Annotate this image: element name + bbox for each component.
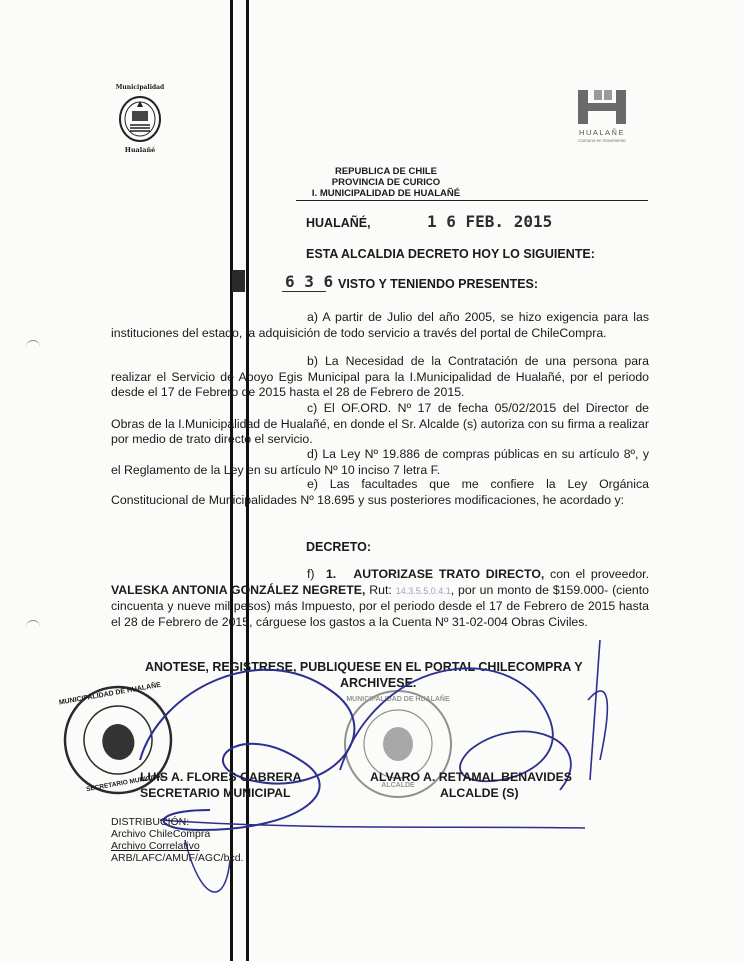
closing-line-2: ARCHIVESE. [340, 676, 417, 690]
seal-left-top-text: MUNICIPALIDAD DE HUALAÑE [58, 681, 162, 707]
secretary-title: SECRETARIO MUNICIPAL [140, 786, 291, 800]
seal-right-top-text: MUNICIPALIDAD DE HUALAÑE [346, 696, 450, 703]
place-label: HUALAÑÉ, [306, 216, 371, 230]
brand-tagline: Comuna en movimiento [578, 138, 626, 143]
closing-line-1: ANOTESE, REGISTRESE, PUBLIQUESE EN EL PORTAL CHILECOMPRA Y [145, 660, 583, 674]
crest-bottom-text: Hualañé [124, 146, 156, 154]
distribution-title: DISTRIBUCIÓN: [111, 816, 190, 828]
header-republic: REPUBLICA DE CHILE [334, 166, 438, 177]
municipal-crest-logo [115, 84, 165, 162]
paragraph-a: a) A partir de Julio del año 2005, se hizo exigencia para las instituciones del estado, la adquisición de todo servicio a través del portal de ChileCompra. [111, 310, 649, 340]
crest-icon [118, 93, 162, 145]
secretary-name: LUIS A. FLORES CABRERA [140, 770, 302, 784]
rut-value: 14.3.5.5.0.4.1 [395, 585, 451, 596]
hualane-brand-logo [572, 88, 632, 148]
h-monogram-icon [572, 88, 632, 126]
header-municipality: I. MUNICIPALIDAD DE HUALAÑÉ [311, 188, 461, 199]
alcalde-title: ALCALDE (S) [440, 786, 519, 800]
margin-mark-top [26, 340, 40, 349]
paragraph-c: c) El OF.ORD. Nº 17 de fecha 05/02/2015 del Director de Obras de la I.Municipalidad de Hualañé, en donde el Sr. Alcalde (s) autoriza con su firma a realizar por medio de trato directo el servicio. [111, 401, 649, 447]
distribution-item: ARB/LAFC/AMUF/AGC/bcd. [111, 852, 244, 864]
distribution-item: Archivo Correlativo [111, 840, 200, 852]
decree-clause-f: f) 1. AUTORIZASE TRATO DIRECTO, con el proveedor. VALESKA ANTONIA GONZÁLEZ NEGRETE, Rut: 14.3.5.5.0.4.1, por un monto de $159.000- (ciento cincuenta y nueve mil pesos) más Impuesto, por el periodo desde el 17 de Febrero de 2015 hasta el 28 de Febrero de 2015, cárguese los gastos a la Cuenta Nº 31-02-004 Obras Civiles. [111, 567, 649, 629]
paragraph-e: e) Las facultades que me confiere la Ley Orgánica Constitucional de Municipalidades Nº 18.695 y sus posteriores modificaciones, he acordado y: [111, 477, 649, 507]
paragraph-d: d) La Ley Nº 19.886 de compras públicas en su artículo 8º, y el Reglamento de la Ley en su artículo Nº 10 inciso 7 letra F. [111, 447, 649, 477]
brand-name: HUALAÑE [579, 128, 625, 137]
margin-mark-bottom [26, 620, 40, 629]
decree-number-underline [282, 291, 326, 292]
decree-number: 6 3 6 [285, 272, 334, 291]
alcaldia-heading: ESTA ALCALDIA DECRETO HOY LO SIGUIENTE: [306, 247, 595, 261]
header-province: PROVINCIA DE CURICO [331, 177, 441, 188]
header-rule [296, 200, 648, 201]
crest-top-text: Municipalidad [115, 84, 165, 91]
seal-right-bottom-text: ALCALDE [381, 782, 415, 789]
seal-left-bottom-text: SECRETARIO MUNICIPAL [85, 772, 166, 794]
distribution-item: Archivo ChileCompra [111, 828, 211, 840]
date-stamp: 1 6 FEB. 2015 [427, 212, 553, 231]
alcalde-name: ALVARO A. RETAMAL BENAVIDES [370, 770, 572, 784]
paragraph-b: b) La Necesidad de la Contratación de una persona para realizar el Servicio de Apoyo Egis Municipal para la I.Municipalidad de Hualañé, por el periodo desde el 17 de Febrero de 2015 hasta el 28 de Febrero de 2015. [111, 354, 649, 400]
number-stamp-mark [232, 270, 245, 292]
decreto-heading: DECRETO: [306, 540, 372, 554]
visto-heading: VISTO Y TENIENDO PRESENTES: [338, 277, 539, 291]
